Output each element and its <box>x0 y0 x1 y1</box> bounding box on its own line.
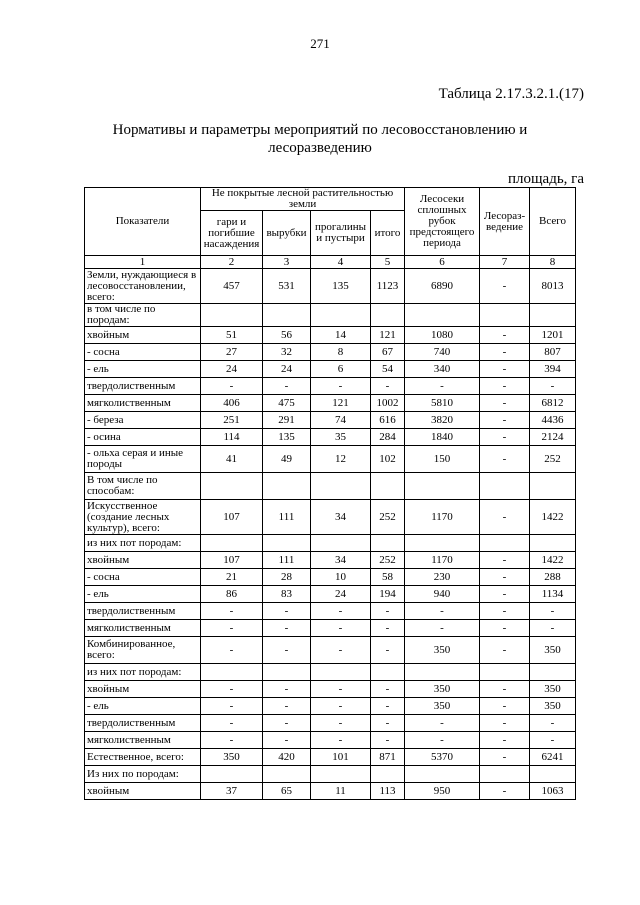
row-label: Естественное, всего: <box>85 749 201 766</box>
row-value: 394 <box>530 361 576 378</box>
row-value: - <box>405 715 480 732</box>
row-value: - <box>480 429 530 446</box>
row-value: - <box>480 569 530 586</box>
header-burnt: гари и погибшие насаждения <box>201 211 263 256</box>
row-label: хвойным <box>85 327 201 344</box>
table-row <box>85 395 576 412</box>
row-value: 6 <box>311 361 371 378</box>
row-value: 12 <box>311 446 371 473</box>
row-value <box>201 535 263 552</box>
row-value <box>311 535 371 552</box>
table-row <box>85 552 576 569</box>
column-number: 8 <box>530 256 576 269</box>
row-value: 616 <box>371 412 405 429</box>
row-label: из них пот породам: <box>85 535 201 552</box>
row-value: 14 <box>311 327 371 344</box>
row-value: - <box>371 603 405 620</box>
row-label: - сосна <box>85 569 201 586</box>
row-value <box>530 766 576 783</box>
row-value: 350 <box>405 637 480 664</box>
row-label: хвойным <box>85 552 201 569</box>
row-value: - <box>371 620 405 637</box>
row-value: - <box>480 681 530 698</box>
header-not-covered: Не покрытые лесной растительностью земли <box>201 188 405 211</box>
row-value: 291 <box>263 412 311 429</box>
row-value: 28 <box>263 569 311 586</box>
row-value <box>311 473 371 500</box>
row-value <box>311 664 371 681</box>
row-value: 288 <box>530 569 576 586</box>
table-row <box>85 378 576 395</box>
row-label: - ольха серая и иные породы <box>85 446 201 473</box>
row-value: 1840 <box>405 429 480 446</box>
row-value: - <box>201 698 263 715</box>
row-value: - <box>263 698 311 715</box>
row-value: 150 <box>405 446 480 473</box>
row-value: 251 <box>201 412 263 429</box>
row-value: 86 <box>201 586 263 603</box>
row-value <box>371 304 405 327</box>
row-value: 284 <box>371 429 405 446</box>
row-value <box>201 664 263 681</box>
row-value <box>480 473 530 500</box>
table-row <box>85 715 576 732</box>
unit-label: площадь, га <box>507 171 584 187</box>
row-value: 350 <box>201 749 263 766</box>
row-label: Искусственное (создание лесных культур), всего: <box>85 500 201 535</box>
row-value: 102 <box>371 446 405 473</box>
row-value: 27 <box>201 344 263 361</box>
row-value: - <box>530 732 576 749</box>
row-value: - <box>480 412 530 429</box>
row-value: - <box>311 732 371 749</box>
row-label: Комбинированное, всего: <box>85 637 201 664</box>
row-value: 67 <box>371 344 405 361</box>
row-value: 121 <box>311 395 371 412</box>
table-row <box>85 327 576 344</box>
row-value: 56 <box>263 327 311 344</box>
row-label: хвойным <box>85 783 201 800</box>
row-label: - ель <box>85 586 201 603</box>
row-value: - <box>201 715 263 732</box>
row-value: 350 <box>530 681 576 698</box>
row-value: - <box>371 378 405 395</box>
row-value: - <box>371 732 405 749</box>
row-value: 107 <box>201 500 263 535</box>
row-value <box>263 535 311 552</box>
row-value: - <box>263 620 311 637</box>
row-value: - <box>405 378 480 395</box>
row-value: 58 <box>371 569 405 586</box>
row-value: - <box>480 344 530 361</box>
row-value: 457 <box>201 269 263 304</box>
table-row <box>85 586 576 603</box>
row-label: - ель <box>85 361 201 378</box>
row-value: - <box>263 732 311 749</box>
table-row <box>85 429 576 446</box>
table-row <box>85 361 576 378</box>
row-value: 8013 <box>530 269 576 304</box>
row-value: - <box>311 698 371 715</box>
row-value: 194 <box>371 586 405 603</box>
row-value: 111 <box>263 500 311 535</box>
row-value: 5370 <box>405 749 480 766</box>
row-value <box>405 304 480 327</box>
row-value: 83 <box>263 586 311 603</box>
row-value: 6890 <box>405 269 480 304</box>
row-value: 940 <box>405 586 480 603</box>
row-value: 871 <box>371 749 405 766</box>
row-value: 1422 <box>530 500 576 535</box>
row-value: - <box>201 732 263 749</box>
table-label: Таблица 2.17.3.2.1.(17) <box>438 86 584 102</box>
row-value: 340 <box>405 361 480 378</box>
row-value: - <box>371 698 405 715</box>
row-value: 135 <box>263 429 311 446</box>
table-row <box>85 732 576 749</box>
header-subtotal: итого <box>371 211 405 256</box>
document-title: Нормативы и параметры мероприятий по лесовосстановлению и лесоразведению <box>112 122 528 156</box>
row-value: - <box>480 698 530 715</box>
row-value: - <box>371 637 405 664</box>
row-label: хвойным <box>85 681 201 698</box>
row-label: - сосна <box>85 344 201 361</box>
row-value: 252 <box>371 500 405 535</box>
row-value <box>263 304 311 327</box>
row-value <box>405 664 480 681</box>
row-value: 121 <box>371 327 405 344</box>
row-label: твердолиственным <box>85 378 201 395</box>
row-value: 1002 <box>371 395 405 412</box>
column-number: 4 <box>311 256 371 269</box>
row-value: 350 <box>530 637 576 664</box>
row-value: 350 <box>405 698 480 715</box>
row-value: 5810 <box>405 395 480 412</box>
row-value <box>371 664 405 681</box>
row-value: 24 <box>263 361 311 378</box>
row-value <box>530 664 576 681</box>
row-value: 406 <box>201 395 263 412</box>
row-value: 531 <box>263 269 311 304</box>
row-value: 111 <box>263 552 311 569</box>
table-row <box>85 304 576 327</box>
row-value: - <box>530 603 576 620</box>
row-value: - <box>201 620 263 637</box>
row-value: - <box>263 715 311 732</box>
row-value <box>311 766 371 783</box>
row-value: 24 <box>201 361 263 378</box>
row-label: в том числе по породам: <box>85 304 201 327</box>
row-value: 6812 <box>530 395 576 412</box>
row-value: - <box>201 637 263 664</box>
row-value: - <box>480 378 530 395</box>
column-number: 7 <box>480 256 530 269</box>
header-total: Всего <box>530 188 576 256</box>
row-value: 350 <box>530 698 576 715</box>
row-value: - <box>405 603 480 620</box>
table-row <box>85 620 576 637</box>
row-value: - <box>311 637 371 664</box>
column-number: 2 <box>201 256 263 269</box>
row-label: Из них по породам: <box>85 766 201 783</box>
row-value <box>530 304 576 327</box>
row-value <box>201 304 263 327</box>
row-value <box>263 473 311 500</box>
table-row <box>85 569 576 586</box>
row-value: 1170 <box>405 500 480 535</box>
row-value: - <box>371 715 405 732</box>
table-row <box>85 603 576 620</box>
row-value <box>371 766 405 783</box>
page-number: 271 <box>310 36 330 51</box>
header-indicators: Показатели <box>85 188 201 256</box>
table-row <box>85 535 576 552</box>
header-afforestation: Лесораз-ведение <box>480 188 530 256</box>
row-value: 51 <box>201 327 263 344</box>
row-value: 1170 <box>405 552 480 569</box>
column-number: 3 <box>263 256 311 269</box>
table-row <box>85 446 576 473</box>
row-value: - <box>263 603 311 620</box>
row-label: - осина <box>85 429 201 446</box>
table-row <box>85 766 576 783</box>
row-value <box>530 535 576 552</box>
row-value <box>480 304 530 327</box>
row-value <box>480 535 530 552</box>
row-value: 1201 <box>530 327 576 344</box>
table-row <box>85 412 576 429</box>
row-value: 41 <box>201 446 263 473</box>
row-value: - <box>480 395 530 412</box>
row-value <box>201 473 263 500</box>
row-value: 1123 <box>371 269 405 304</box>
table-row <box>85 698 576 715</box>
row-label: из них пот породам: <box>85 664 201 681</box>
row-value <box>371 535 405 552</box>
row-value: - <box>201 681 263 698</box>
row-value: 420 <box>263 749 311 766</box>
row-label: мягколиственным <box>85 395 201 412</box>
row-value: 807 <box>530 344 576 361</box>
column-number: 6 <box>405 256 480 269</box>
row-label: мягколиственным <box>85 620 201 637</box>
row-value: 135 <box>311 269 371 304</box>
row-label: - береза <box>85 412 201 429</box>
table-row <box>85 681 576 698</box>
row-value: - <box>480 620 530 637</box>
row-value: 49 <box>263 446 311 473</box>
row-value: 3820 <box>405 412 480 429</box>
row-value: 65 <box>263 783 311 800</box>
row-value: - <box>311 620 371 637</box>
table-row <box>85 749 576 766</box>
row-value: 2124 <box>530 429 576 446</box>
row-value <box>311 304 371 327</box>
row-value: 1422 <box>530 552 576 569</box>
row-value: 11 <box>311 783 371 800</box>
row-value: 4436 <box>530 412 576 429</box>
row-value: - <box>480 749 530 766</box>
row-value: - <box>480 783 530 800</box>
row-value <box>371 473 405 500</box>
row-value: 252 <box>371 552 405 569</box>
norms-table <box>84 187 576 800</box>
row-value: - <box>530 715 576 732</box>
row-value: - <box>480 603 530 620</box>
row-value: 350 <box>405 681 480 698</box>
row-value: 230 <box>405 569 480 586</box>
table-row <box>85 783 576 800</box>
table-row <box>85 344 576 361</box>
row-value: - <box>311 681 371 698</box>
row-value: - <box>480 327 530 344</box>
row-value: - <box>480 500 530 535</box>
table-row <box>85 637 576 664</box>
row-value: - <box>480 552 530 569</box>
row-value: - <box>405 732 480 749</box>
row-value: - <box>530 378 576 395</box>
row-value: 21 <box>201 569 263 586</box>
row-value: - <box>371 681 405 698</box>
row-label: Земли, нуждающиеся в лесовосстановлении, всего: <box>85 269 201 304</box>
header-clearcut: Лесосеки сплошных рубок предстоящего периода <box>405 188 480 256</box>
row-value: 101 <box>311 749 371 766</box>
column-number: 1 <box>85 256 201 269</box>
row-value <box>263 664 311 681</box>
row-value <box>405 535 480 552</box>
table-row <box>85 500 576 535</box>
header-glades: прогалины и пустыри <box>311 211 371 256</box>
row-value: - <box>311 378 371 395</box>
column-number: 5 <box>371 256 405 269</box>
row-value: 113 <box>371 783 405 800</box>
row-value: 1063 <box>530 783 576 800</box>
row-value: 6241 <box>530 749 576 766</box>
row-value <box>405 473 480 500</box>
row-value: 114 <box>201 429 263 446</box>
row-value: 107 <box>201 552 263 569</box>
row-value <box>263 766 311 783</box>
row-value: - <box>480 715 530 732</box>
row-value: - <box>480 269 530 304</box>
row-label: твердолиственным <box>85 715 201 732</box>
row-value: 740 <box>405 344 480 361</box>
row-value <box>480 664 530 681</box>
table-row <box>85 664 576 681</box>
row-label: - ель <box>85 698 201 715</box>
row-value: 10 <box>311 569 371 586</box>
row-value: - <box>480 637 530 664</box>
row-value: 35 <box>311 429 371 446</box>
row-value <box>480 766 530 783</box>
row-value: 32 <box>263 344 311 361</box>
row-value: 8 <box>311 344 371 361</box>
row-value: - <box>263 681 311 698</box>
row-value: - <box>480 361 530 378</box>
row-value: - <box>530 620 576 637</box>
row-value: 34 <box>311 500 371 535</box>
row-label: мягколиственным <box>85 732 201 749</box>
header-cuttings: вырубки <box>263 211 311 256</box>
row-value: - <box>201 603 263 620</box>
row-value: 74 <box>311 412 371 429</box>
row-value: 37 <box>201 783 263 800</box>
row-value: - <box>480 586 530 603</box>
row-value: - <box>263 378 311 395</box>
row-value: - <box>201 378 263 395</box>
table-row <box>85 473 576 500</box>
row-value: 252 <box>530 446 576 473</box>
row-value: 1134 <box>530 586 576 603</box>
row-value: - <box>480 446 530 473</box>
row-value: 54 <box>371 361 405 378</box>
row-value: 1080 <box>405 327 480 344</box>
row-value <box>530 473 576 500</box>
row-value <box>405 766 480 783</box>
table-row <box>85 269 576 304</box>
row-label: В том числе по способам: <box>85 473 201 500</box>
row-value <box>201 766 263 783</box>
row-value: 24 <box>311 586 371 603</box>
row-value: - <box>405 620 480 637</box>
row-value: - <box>263 637 311 664</box>
row-label: твердолиственным <box>85 603 201 620</box>
row-value: - <box>480 732 530 749</box>
row-value: - <box>311 603 371 620</box>
row-value: 950 <box>405 783 480 800</box>
row-value: 34 <box>311 552 371 569</box>
row-value: - <box>311 715 371 732</box>
row-value: 475 <box>263 395 311 412</box>
